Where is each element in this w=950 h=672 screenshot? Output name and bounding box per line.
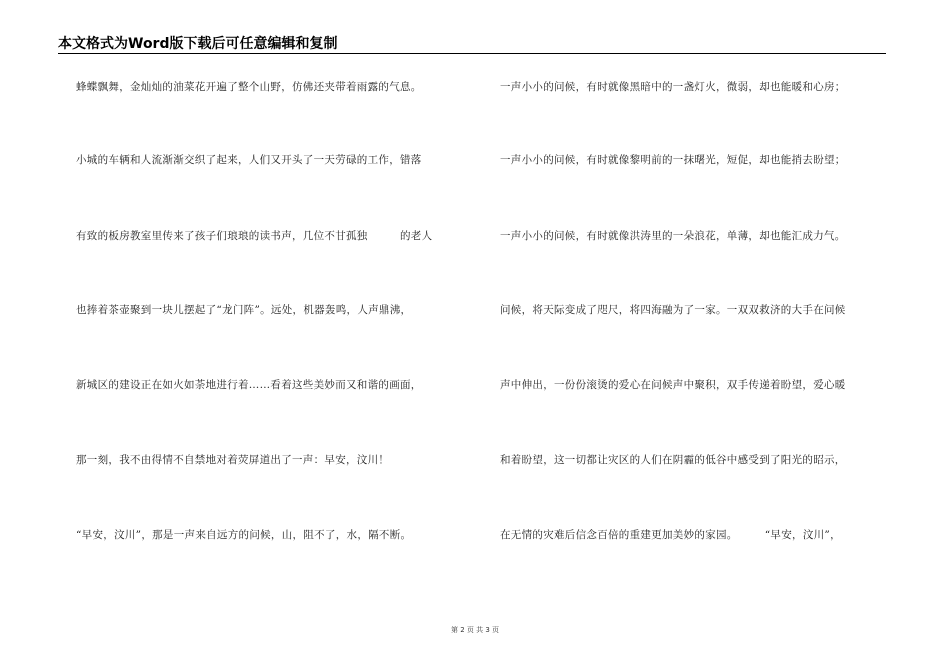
- right-paragraph-line: 一声小小的问候，有时就像洪涛里的一朵浪花，单薄，却也能汇成力气。: [500, 230, 846, 242]
- left-paragraph-line: 那一刻，我不由得情不自禁地对着荧屏道出了一声：早安，汶川！: [76, 454, 390, 466]
- right-paragraph-line: 一声小小的问候，有时就像黎明前的一抹曙光，短促，却也能捎去盼望；: [500, 154, 846, 166]
- left-paragraph-line: 也捧着茶壶聚到一块儿摆起了“龙门阵”。远处，机器轰鸣，人声鼎沸，: [76, 304, 412, 316]
- right-paragraph-line: 在无情的灾难后信念百倍的重建更加美妙的家园。 “早安，汶川”，: [500, 529, 841, 541]
- left-paragraph-line: 蜂蝶飘舞，金灿灿的油菜花开遍了整个山野，仿佛还夹带着雨露的气息。: [76, 81, 422, 93]
- page-number: 第 2 页 共 3 页: [450, 626, 500, 634]
- left-paragraph-line: 新城区的建设正在如火如荼地进行着……看着这些美妙而又和谐的画面，: [76, 379, 422, 391]
- left-paragraph-line: 小城的车辆和人流渐渐交织了起来，人们又开头了一天劳碌的工作，错落: [76, 154, 422, 166]
- right-paragraph-line: 问候，将天际变成了咫尺，将四海融为了一家。一双双救济的大手在问候: [500, 304, 846, 316]
- right-paragraph-line: 一声小小的问候，有时就像黑暗中的一盏灯火，微弱，却也能暖和心房；: [500, 81, 846, 93]
- page-header-title: 本文格式为Word版下载后可任意编辑和复制: [58, 36, 338, 52]
- right-paragraph-line: 声中伸出，一份份滚烫的爱心在问候声中聚积，双手传递着盼望，爱心暖: [500, 379, 846, 391]
- left-paragraph-line: “早安，汶川”，那是一声来自远方的问候，山，阻不了，水，隔不断。: [76, 529, 412, 541]
- left-paragraph-line: 有致的板房教室里传来了孩子们琅琅的读书声，几位不甘孤独 的老人: [76, 230, 433, 242]
- header-divider: [58, 53, 886, 54]
- right-paragraph-line: 和着盼望，这一切都让灾区的人们在阴霾的低谷中感受到了阳光的昭示，: [500, 454, 846, 466]
